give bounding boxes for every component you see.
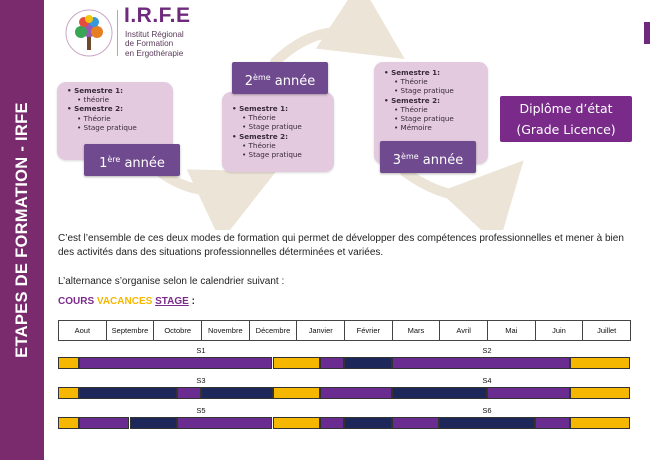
semester-heading: • Semestre 1: [384, 68, 441, 77]
step-item: • Théorie [394, 104, 428, 114]
legend-vacances: VACANCES [96, 296, 153, 307]
calendar-segment-vacances [570, 387, 630, 399]
calendar-segment-stage [130, 417, 178, 429]
year-suffix: ème [253, 73, 271, 82]
year-suffix: ème [401, 152, 419, 161]
flow-arrow [275, 32, 388, 62]
sidebar-title: ETAPES DE FORMATION - IRFE [13, 102, 31, 358]
legend-stage: STAGE [155, 296, 189, 307]
flow-arrow [405, 172, 510, 196]
year-number: 2 [244, 74, 254, 89]
month-header: Octobre [153, 320, 202, 341]
calendar-segment-cours [177, 417, 272, 429]
semester-label: S6 [344, 405, 630, 416]
description-paragraph: C’est l’ensemble de ces deux modes de formation qui permet de développer des compétences professionnelles et mener à bien des activités dans des situations professionnelles déterminées et variées. [58, 233, 624, 258]
calendar-segment-cours [79, 417, 129, 429]
semester-label: S2 [344, 345, 630, 356]
calendar-segment-vacances [570, 357, 630, 369]
calendar-legend [58, 296, 195, 307]
calendar-segment-stage [392, 387, 487, 399]
year-label-3 [380, 141, 476, 173]
month-header: Février [344, 320, 393, 341]
step-item: • Stage pratique [242, 122, 302, 132]
calendar-segment-cours [320, 357, 344, 369]
alternance-text: L’alternance s’organise selon le calendrier suivant : [58, 276, 285, 287]
diploma-box [500, 96, 632, 142]
calendar-segment-cours [392, 417, 440, 429]
step-item: • Théorie [242, 140, 276, 150]
step-item: • Stage pratique [77, 122, 137, 132]
diploma-grade: (Grade Licence) [516, 122, 616, 137]
step-item: • Théorie [77, 113, 111, 123]
step-list [57, 82, 173, 132]
brand-acronym: I.R.F.E [124, 4, 191, 27]
step-item: • Stage pratique [394, 114, 454, 124]
calendar-segment-stage [344, 417, 392, 429]
year-word: année [120, 156, 165, 171]
semester-label: S4 [344, 375, 630, 386]
step-item: • théorie [77, 95, 110, 105]
year-suffix: ère [107, 155, 121, 164]
step-item: • Stage pratique [242, 150, 302, 160]
calendar-segment-cours [392, 357, 571, 369]
month-header: Aout [58, 320, 107, 341]
diploma-title: Diplôme d’état [519, 101, 613, 116]
step-list [374, 62, 488, 132]
month-header: Janvier [296, 320, 345, 341]
semester-heading: • Semestre 1: [232, 104, 289, 113]
calendar-segment-vacances [570, 417, 630, 429]
calendar-segment-stage [439, 417, 534, 429]
month-header: Juillet [582, 320, 631, 341]
step-item: • Théorie [394, 77, 428, 87]
calendar-segment-vacances [273, 357, 321, 369]
calendar-segment-vacances [58, 387, 79, 399]
semester-label: S1 [58, 345, 344, 356]
calendar-segment-cours [320, 417, 344, 429]
calendar-segment-vacances [58, 357, 79, 369]
calendar-segment-cours [535, 417, 571, 429]
calendar-table [58, 320, 630, 434]
calendar-segment-cours [320, 387, 392, 399]
calendar-segment-cours [177, 387, 201, 399]
brand-line: en Ergothérapie [125, 48, 184, 58]
step-card-year2 [222, 92, 334, 172]
calendar-segment-cours [79, 357, 272, 369]
year-label-2 [232, 62, 328, 94]
calendar-segment-cours [487, 387, 570, 399]
legend-cours: COURS [58, 296, 95, 307]
brand-line: Institut Régional [125, 30, 184, 39]
month-header: Mai [487, 320, 536, 341]
calendar-segment-stage [344, 357, 392, 369]
month-header: Mars [392, 320, 441, 341]
brand-line: de Formation [125, 39, 174, 49]
step-item: • Mémoire [394, 123, 432, 133]
calendar-segment-vacances [273, 387, 321, 399]
semester-label: S5 [58, 405, 344, 416]
year-number: 1 [99, 156, 108, 171]
calendar-segment-vacances [58, 417, 79, 429]
year-word: année [270, 74, 316, 89]
month-header: Juin [535, 320, 584, 341]
semester-label: S3 [58, 375, 344, 386]
month-header: Décembre [249, 320, 298, 341]
step-list [222, 92, 334, 159]
month-header: Septembre [106, 320, 155, 341]
calendar-segment-vacances [273, 417, 321, 429]
step-item: • Stage pratique [394, 86, 454, 96]
semester-heading: • Semestre 2: [232, 131, 289, 141]
legend-colon: : [188, 296, 195, 307]
semester-heading: • Semestre 2: [67, 104, 124, 114]
year-label-1 [84, 144, 180, 176]
year-word: année [418, 153, 464, 168]
calendar-segment-stage [201, 387, 273, 399]
month-header: Avril [439, 320, 488, 341]
month-header: Novembre [201, 320, 250, 341]
semester-heading: • Semestre 2: [384, 95, 441, 105]
calendar-segment-stage [79, 387, 177, 399]
step-item: • Théorie [242, 113, 276, 123]
year-number: 3 [392, 153, 402, 168]
semester-heading: • Semestre 1: [67, 86, 124, 95]
